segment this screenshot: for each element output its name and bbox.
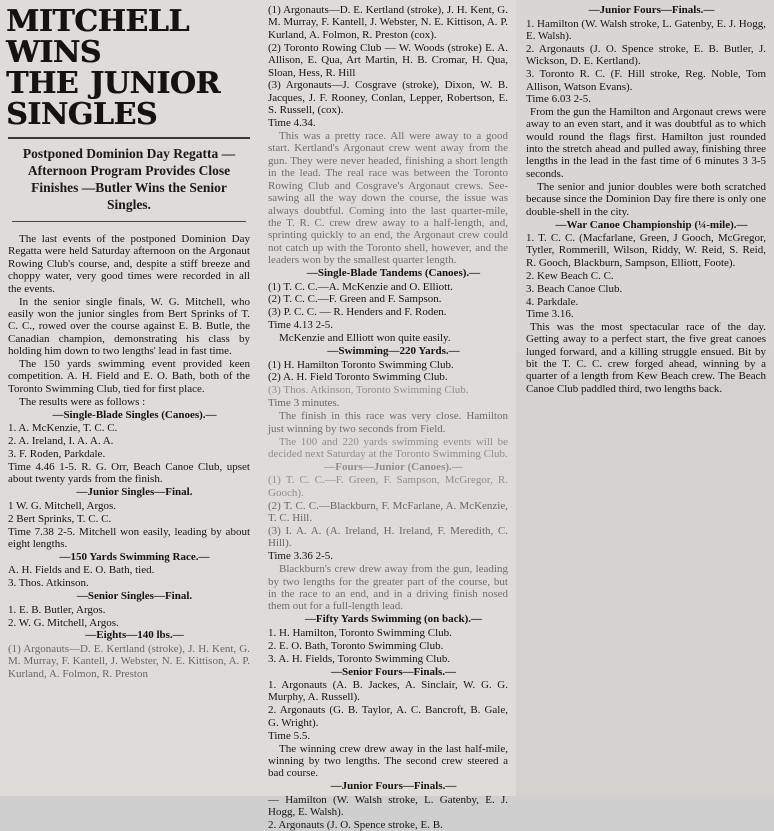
- result-line: (3) Argonauts—J. Cosgrave (stroke), Dixon, W. B. Jacques, J. F. Rooney, Conlan, Lepper, Robertson, E. S. Russell, (cox).: [268, 79, 508, 117]
- result-line: 4. Parkdale.: [526, 295, 579, 308]
- paragraph: The 100 and 220 yards swimming events will be decided next Saturday at the Toronto Swimming Club.: [268, 435, 508, 460]
- result-line: (1) T. C. C.—F. Green, F. Sampson, McGregor, R. Gooch).: [268, 474, 508, 499]
- result-line: (1) Argonauts—D. E. Kertland (stroke), J. H. Kent, G. M. Murray, F. Kantell, J. Webster, N. E. Kittison, A. P. Kurland, A. Folmon, R. Preston (cox).: [268, 4, 508, 41]
- event-heading: —Senior Fours—Finals.—: [330, 665, 457, 678]
- event-heading: —150 Yards Swimming Race.—: [59, 550, 210, 563]
- event-heading: —Eights—140 lbs.—: [85, 629, 184, 642]
- result-line: Time 4.46 1-5. R. G. Orr, Beach Canoe Club, upset about twenty yards from the finish.: [8, 460, 250, 486]
- result-line: 3. Thos. Atkinson.: [8, 577, 89, 590]
- column-1-body: [0, 229, 258, 680]
- result-line: Time 5.5.: [268, 729, 311, 742]
- result-line: (3) P. C. C. — R. Henders and F. Roden.: [268, 306, 447, 319]
- event-heading: —Swimming—220 Yards.—: [327, 345, 460, 358]
- result-line: 1. Hamilton (W. Walsh stroke, L. Gatenby, E. J. Hogg, E. Walsh).: [526, 17, 766, 42]
- result-line: (2) A. H. Field Toronto Swimming Club.: [268, 371, 448, 384]
- result-line: 2. Argonauts (J. O. Spence stroke, E. B. Butler, J. Wickson, D. E. Kertland).: [526, 42, 766, 68]
- result-line: — Hamilton (W. Walsh stroke, L. Gatenby, E. J. Hogg, E. Walsh).: [268, 793, 508, 819]
- result-line: 1. E. B. Butler, Argos.: [8, 603, 106, 616]
- event-heading: —Junior Singles—Final.: [76, 486, 193, 499]
- result-line: 2 Bert Sprinks, T. C. C.: [8, 512, 112, 525]
- event-heading: —Single-Blade Tandems (Canoes).—: [306, 267, 481, 280]
- result-line: 2. Kew Beach C. C.: [526, 269, 614, 282]
- column-3-faded-area: [516, 352, 774, 796]
- paragraph: The results were as follows :: [19, 395, 146, 408]
- result-line: 1 W. G. Mitchell, Argos.: [8, 499, 116, 512]
- result-line: 2. E. O. Bath, Toronto Swimming Club.: [268, 639, 444, 652]
- paragraph: This was the most spectacular race of the day. Getting away to a perfect start, the five great canoes lunged forward, and a killing struggle ensued. Bit by bit the T. C. C. crew forged ahead, winning by a quarter of a length from Kew Beach crew. The Beach Canoe Club paddled third, two lengths back.: [526, 320, 766, 395]
- paragraph: In the senior single finals, W. G. Mitchell, who easily won the junior singles from Bert Sprinks of T. C. C., rowed over the course against E. B. Butle, the Canadian champion, demonstrating his class by holding him down to two lengths' lead in fast time.: [8, 295, 250, 358]
- result-line: 1. T. C. C. (Macfarlane, Green, J Gooch, McGregor, Tytler, Rommerill, Wilson, Riddy, W. Reid, S. Reid, R. Gooch, Blackburn, Sampson, Elliott, Foote).: [526, 232, 766, 269]
- event-heading: —Fifty Yards Swimming (on back).—: [304, 613, 483, 626]
- paragraph: This was a pretty race. All were away to a good start. Kertland's Argonaut crew went away from the gun. They were never headed, finishing a short length in the lead. The real race was between the Toronto Rowing Club and Cosgrave's Argonaut crews. See-sawing all the way down the course, the issue was always doubtful. Coming into the last quarter-mile, the T. R. C. crew drew away to a half-length, and, sprinting quickly to an end, the Argonaut crew could not catch up with the Toronto shell, however, and the leaders won by the smallest quarter length.: [268, 130, 508, 267]
- result-line: (1) H. Hamilton Toronto Swimming Club.: [268, 358, 454, 371]
- headline-divider: [8, 137, 250, 139]
- headline-line-2: THE JUNIOR: [6, 66, 220, 101]
- event-heading: —Fours—Junior (Canoes).—: [324, 460, 463, 473]
- column-1: [0, 0, 258, 796]
- result-line: Time 3.36 2-5.: [268, 550, 333, 563]
- result-line: 1. A. McKenzie, T. C. C.: [8, 422, 118, 435]
- result-line: 1. H. Hamilton, Toronto Swimming Club.: [268, 626, 452, 639]
- result-line: 3. F. Roden, Parkdale.: [8, 448, 106, 460]
- result-line: Time 4.13 2-5.: [268, 319, 333, 332]
- result-line: (2) T. C. C.—F. Green and F. Sampson.: [268, 293, 442, 306]
- event-heading: —Senior Singles—Final.: [76, 590, 193, 603]
- paragraph: The finish in this race was very close. Hamilton just winning by two seconds from Field.: [268, 410, 508, 435]
- result-line: 3. Beach Canoe Club.: [526, 282, 623, 295]
- column-3: [516, 0, 774, 796]
- column-2-body: [258, 0, 516, 831]
- result-line: 2. A. Ireland, I. A. A. A.: [8, 435, 114, 448]
- event-heading: —Single-Blade Singles (Canoes).—: [52, 408, 217, 421]
- result-line: 3. Toronto R. C. (F. Hill stroke, Reg. Noble, Tom Allison, Watson Evans).: [526, 68, 766, 93]
- result-line: Time 3.16.: [526, 308, 574, 321]
- result-line: (2) Toronto Rowing Club — W. Woods (stroke) E. A. Allison, E. Qua, Art Martin, H. B. Cromar, H. Qua, Sloan, Hess, R. Hill: [268, 41, 508, 79]
- result-line: (3) I. A. A. (A. Ireland, H. Ireland, F. Meredith, C. Hill).: [268, 524, 508, 550]
- paragraph: Blackburn's crew drew away from the gun, leading by two lengths for the greater part of the course, but in the race to an end, and in a driving finish nosed them out for a full-length lead.: [268, 563, 508, 613]
- result-line: (1) T. C. C.—A. McKenzie and O. Elliott.: [268, 280, 454, 293]
- headline-line-3: SINGLES: [6, 97, 157, 132]
- result-line: 1. Argonauts (A. B. Jackes, A. Sinclair, W. G. G. Murphy, A. Russell).: [268, 679, 508, 704]
- event-heading: —Junior Fours—Finals.—: [330, 780, 457, 793]
- result-line: Time 3 minutes.: [268, 397, 340, 410]
- column-3-body: [516, 0, 774, 395]
- result-line: 3. A. H. Fields, Toronto Swimming Club.: [268, 652, 451, 665]
- result-line: Time 6.03 2-5.: [526, 93, 591, 106]
- headline-deck: Postponed Dominion Day Regatta — Afternoon Program Provides Close Finishes —Butler Wins the Senior Singles.: [22, 146, 236, 212]
- result-line: 2. W. G. Mitchell, Argos.: [8, 616, 119, 629]
- result-line: (2) T. C. C.—Blackburn, F. McFarlane, A. McKenzie, T. C. Hill.: [268, 499, 508, 525]
- column-2: [258, 0, 516, 831]
- paragraph: McKenzie and Elliott won quite easily.: [279, 332, 451, 345]
- paragraph: The last events of the postponed Dominion Day Regatta were held Saturday afternoon on the Argonaut Rowing Club's course, and, despite a stiff breeze and choppy water, very good times were recorded in all the events.: [8, 233, 250, 295]
- paragraph: From the gun the Hamilton and Argonaut crews were away to an even start, and it was doubtful as to which would round the flags first. Hamilton just rounded into the stretch ahead and pulled away, finishing three lengths in the lead in the fast time of 6 minutes 3 3-5 seconds.: [526, 105, 766, 180]
- result-line: Time 4.34.: [268, 117, 316, 130]
- headline-block: [0, 0, 258, 222]
- result-line: (1) Argonauts—D. E. Kertland (stroke), J. H. Kent, G. M. Murray, F. Kantell, J. Webster, N. E. Kittison, A. P. Kurland, A. Folmon, R. Preston: [8, 642, 250, 680]
- event-heading: —War Canoe Championship (¼-mile).—: [555, 218, 748, 231]
- paragraph: The 150 yards swimming event provided keen competition. A. H. Field and E. O. Bath, both of the Toronto Swimming Club, tied for first place.: [8, 358, 250, 395]
- paragraph: The senior and junior doubles were both scratched because since the Dominion Day fire there is only one double-shell in the city.: [526, 180, 766, 218]
- result-line: 2. Argonauts (J. O. Spence stroke, E. B.: [268, 819, 443, 831]
- paragraph: The winning crew drew away in the last half-mile, winning by two lengths. The second crew steered a bad course.: [268, 742, 508, 780]
- result-line: A. H. Fields and E. O. Bath, tied.: [8, 564, 155, 577]
- result-line: (3) Thos. Atkinson, Toronto Swimming Club.: [268, 384, 469, 397]
- headline-line-1: MITCHELL WINS: [6, 4, 189, 70]
- page-headline: [6, 6, 252, 130]
- result-line: 2. Argonauts (G. B. Taylor, A. C. Bancroft, B. Gale, G. Wright).: [268, 704, 508, 729]
- event-heading: —Junior Fours—Finals.—: [588, 4, 715, 16]
- result-line: Time 7.38 2-5. Mitchell won easily, leading by about eight lengths.: [8, 525, 250, 550]
- deck-divider: [12, 221, 246, 222]
